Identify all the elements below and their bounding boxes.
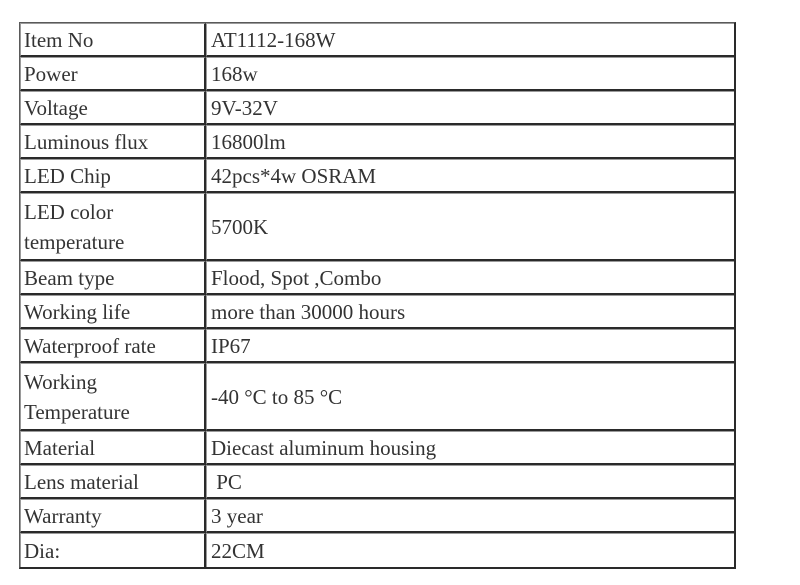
table-row xyxy=(20,499,734,533)
row-label: Waterproof rate xyxy=(20,329,206,363)
spec-table xyxy=(19,22,736,569)
table-row xyxy=(20,431,734,465)
table-row xyxy=(20,533,734,567)
row-value: Diecast aluminum housing xyxy=(206,431,734,465)
row-label: Beam type xyxy=(20,261,206,295)
table-row xyxy=(20,91,734,125)
table-row xyxy=(20,329,734,363)
table-row xyxy=(20,23,734,57)
table-row xyxy=(20,159,734,193)
table-row xyxy=(20,57,734,91)
row-label: Material xyxy=(20,431,206,465)
table-row xyxy=(20,465,734,499)
row-value: 5700K xyxy=(206,193,734,261)
row-value: -40 °C to 85 °C xyxy=(206,363,734,431)
row-label: LED Chip xyxy=(20,159,206,193)
row-value: AT1112-168W xyxy=(206,23,734,57)
row-label: Item No xyxy=(20,23,206,57)
table-row xyxy=(20,125,734,159)
row-value: 42pcs*4w OSRAM xyxy=(206,159,734,193)
row-value: 168w xyxy=(206,57,734,91)
row-label: Dia: xyxy=(20,533,206,567)
row-label: Power xyxy=(20,57,206,91)
row-label: LED color temperature xyxy=(20,193,206,261)
row-value: Flood, Spot ,Combo xyxy=(206,261,734,295)
row-value: PC xyxy=(206,465,734,499)
row-value: 3 year xyxy=(206,499,734,533)
row-value: IP67 xyxy=(206,329,734,363)
table-row xyxy=(20,261,734,295)
row-value: 22CM xyxy=(206,533,734,567)
row-label: Working Temperature xyxy=(20,363,206,431)
table-row xyxy=(20,363,734,431)
row-label: Voltage xyxy=(20,91,206,125)
row-value: 9V-32V xyxy=(206,91,734,125)
row-value: 16800lm xyxy=(206,125,734,159)
row-label: Warranty xyxy=(20,499,206,533)
table-row xyxy=(20,193,734,261)
row-label: Working life xyxy=(20,295,206,329)
row-label: Luminous flux xyxy=(20,125,206,159)
table-row xyxy=(20,295,734,329)
row-value: more than 30000 hours xyxy=(206,295,734,329)
row-label: Lens material xyxy=(20,465,206,499)
